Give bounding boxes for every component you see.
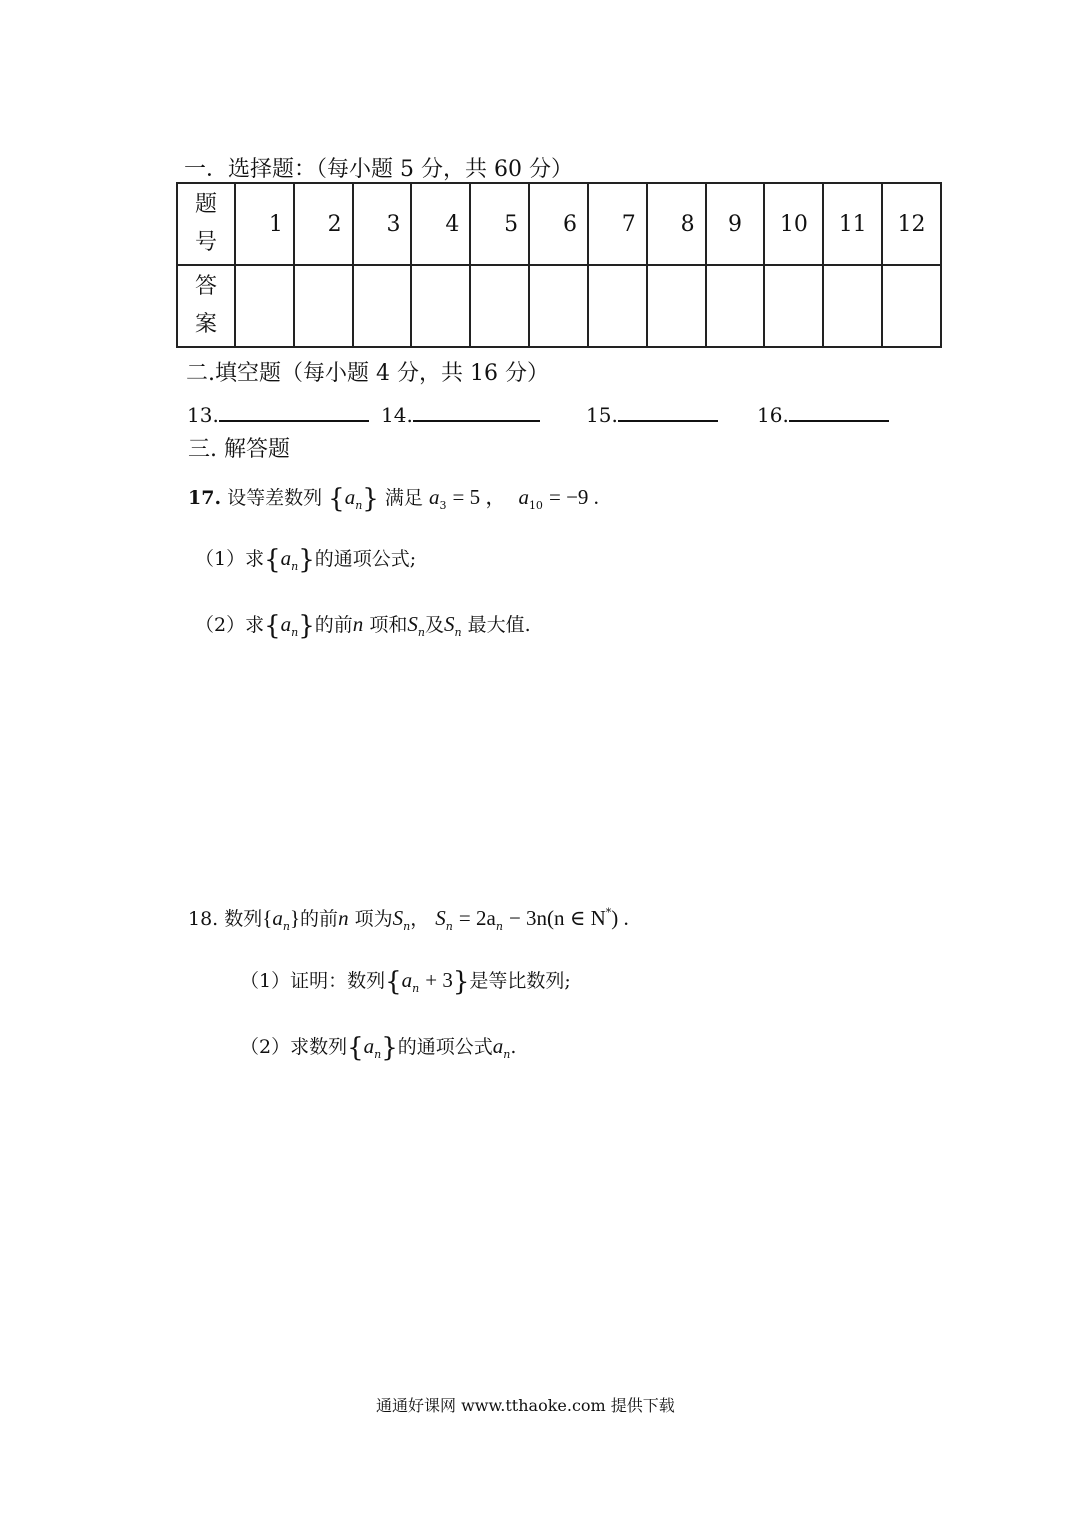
answer-cell[interactable] (823, 265, 882, 347)
fill-blank-16: 16. (757, 398, 889, 427)
fill-blank-15: 15. (586, 398, 718, 427)
table-row (177, 183, 941, 265)
table-row (177, 265, 941, 347)
answer-table (176, 182, 942, 348)
question-number-cell: 6 (529, 183, 588, 265)
blank-line[interactable] (789, 398, 889, 422)
blank-line[interactable] (413, 398, 540, 422)
question-number-cell: 3 (353, 183, 412, 265)
row-header-question-no: 题 号 (177, 183, 235, 265)
question-number-cell: 1 (235, 183, 294, 265)
question-number-cell: 7 (588, 183, 647, 265)
answer-cell[interactable] (882, 265, 941, 347)
answer-cell[interactable] (706, 265, 765, 347)
footer-text: 通通好课网 www.tthaoke.com 提供下载 (376, 1396, 675, 1415)
question-number-cell: 4 (411, 183, 470, 265)
answer-cell[interactable] (411, 265, 470, 347)
answer-cell[interactable] (647, 265, 706, 347)
answer-cell[interactable] (529, 265, 588, 347)
q18-part2: （2）求数列$\{a_n\}$的通项公式$a_n$. (240, 1033, 517, 1063)
blank-line[interactable] (219, 398, 369, 422)
q17-part2: （2）求$\{a_n\}$的前n 项和$S_n$及$S_n$ 最大值. (195, 611, 531, 641)
answer-cell[interactable] (764, 265, 823, 347)
q18-stem: 18. 数列$\{a_n\}$的前n 项为$S_n$， $S_n = 2a_n - 3n(n$ ∈ N*) . (188, 906, 629, 933)
question-number-cell: 9 (706, 183, 765, 265)
answer-cell[interactable] (470, 265, 529, 347)
row-header-answer: 答 案 (177, 265, 235, 347)
blank-line[interactable] (618, 398, 718, 422)
answer-cell[interactable] (588, 265, 647, 347)
question-number-cell: 10 (764, 183, 823, 265)
question-number-cell: 8 (647, 183, 706, 265)
section3-title: 三. 解答题 (188, 437, 290, 462)
fill-blank-13: 13. (187, 398, 369, 427)
question-number-cell: 2 (294, 183, 353, 265)
section2-title: 二.填空题（每小题 4 分，共 16 分） (186, 361, 549, 386)
q17-number: 17. (188, 487, 222, 509)
q17-stem: 17. 设等差数列 $\{a_n\}$ 满足 $a_3 = 5$ ， $a_{10} = -9$ . (188, 484, 599, 514)
answer-cell[interactable] (235, 265, 294, 347)
fill-blank-14: 14. (381, 398, 540, 427)
answer-cell[interactable] (353, 265, 412, 347)
q17-part1: （1）求$\{a_n\}$的通项公式; (195, 545, 417, 575)
question-number-cell: 12 (882, 183, 941, 265)
q18-number: 18. (188, 908, 219, 930)
question-number-cell: 5 (470, 183, 529, 265)
q18-part1: （1）证明：数列$\{a_n + 3\}$是等比数列; (240, 967, 571, 997)
section1-title: 一．选择题：（每小题 5 分，共 60 分） (184, 157, 573, 182)
question-number-cell: 11 (823, 183, 882, 265)
answer-cell[interactable] (294, 265, 353, 347)
